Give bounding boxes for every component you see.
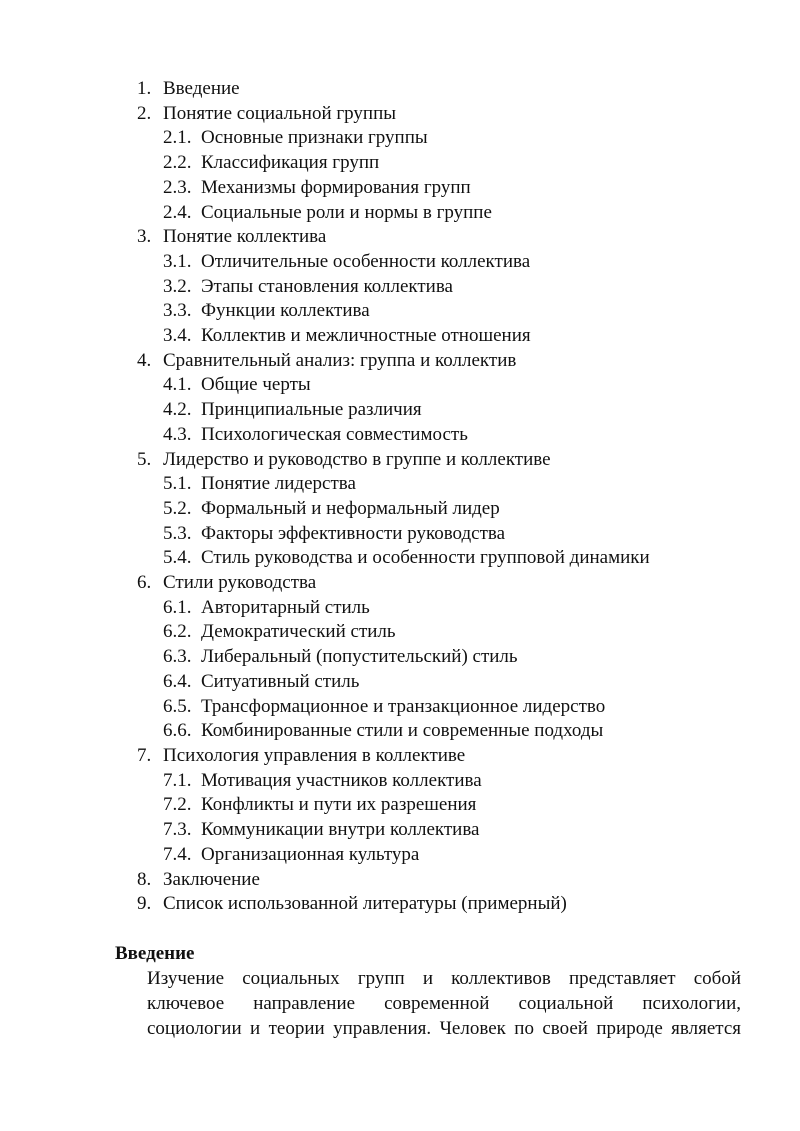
toc-item-number: 3.	[137, 226, 152, 248]
section-heading: Введение	[115, 943, 195, 964]
toc-item	[0, 398, 800, 423]
toc-item-title: Общие черты	[201, 374, 311, 396]
toc-item-number: 5.1.	[163, 473, 192, 495]
toc-item	[0, 497, 800, 522]
toc-item	[0, 448, 800, 473]
toc-item	[0, 719, 800, 744]
toc-item-number: 4.3.	[163, 423, 192, 445]
toc-item	[0, 546, 800, 571]
toc-item-title: Классификация групп	[201, 152, 380, 174]
toc-item-title: Коллектив и межличностные отношения	[201, 325, 531, 347]
toc-item	[0, 77, 800, 102]
toc-item-number: 3.4.	[163, 325, 192, 347]
toc-item-number: 7.3.	[163, 819, 192, 841]
toc-item-title: Список использованной литературы (примерный)	[163, 893, 567, 915]
toc-item	[0, 102, 800, 127]
toc-item-number: 5.3.	[163, 522, 192, 544]
toc-item-title: Формальный и неформальный лидер	[201, 497, 500, 519]
toc-item-title: Организационная культура	[201, 843, 420, 865]
toc-item-title: Демократический стиль	[201, 621, 396, 643]
toc-item-number: 6.6.	[163, 720, 192, 742]
toc-item-title: Основные признаки группы	[201, 127, 428, 149]
toc-item-title: Понятие лидерства	[201, 473, 356, 495]
toc-item-number: 6.1.	[163, 596, 192, 618]
toc-item	[0, 843, 800, 868]
toc-item	[0, 571, 800, 596]
toc-item-title: Понятие коллектива	[163, 226, 327, 248]
toc-item	[0, 645, 800, 670]
toc-item	[0, 349, 800, 374]
toc-item-number: 2.3.	[163, 176, 192, 198]
toc-item-title: Социальные роли и нормы в группе	[201, 201, 492, 223]
toc-item	[0, 373, 800, 398]
toc-item	[0, 868, 800, 893]
toc-item-number: 7.4.	[163, 843, 192, 865]
toc-item-number: 7.1.	[163, 769, 192, 791]
toc-item-title: Отличительные особенности коллектива	[201, 250, 531, 272]
toc-item-number: 9.	[137, 893, 152, 915]
toc-item	[0, 596, 800, 621]
toc-item	[0, 176, 800, 201]
toc-item-number: 2.2.	[163, 152, 192, 174]
toc-item-number: 6.4.	[163, 670, 192, 692]
toc-item-title: Комбинированные стили и современные подходы	[201, 720, 604, 742]
toc-item	[0, 423, 800, 448]
toc-item-title: Трансформационное и транзакционное лидерство	[201, 695, 606, 717]
intro-paragraph	[115, 966, 741, 1041]
toc-item-title: Сравнительный анализ: группа и коллектив	[163, 349, 517, 371]
toc-item-title: Психология управления в коллективе	[163, 744, 466, 766]
toc-item	[0, 151, 800, 176]
toc-item-number: 2.	[137, 102, 152, 124]
toc-item-number: 8.	[137, 868, 152, 890]
toc-item-number: 3.2.	[163, 275, 192, 297]
toc-item	[0, 793, 800, 818]
toc-item-number: 5.	[137, 448, 152, 470]
toc-item-number: 3.1.	[163, 250, 192, 272]
toc-item-number: 5.2.	[163, 497, 192, 519]
toc-item-number: 4.2.	[163, 399, 192, 421]
toc-item	[0, 892, 800, 917]
toc-item	[0, 126, 800, 151]
toc-item-number: 4.	[137, 349, 152, 371]
toc-item	[0, 695, 800, 720]
toc-item	[0, 324, 800, 349]
toc-item-title: Стиль руководства и особенности групповой динамики	[201, 547, 650, 569]
toc-item	[0, 225, 800, 250]
toc-item-title: Либеральный (попустительский) стиль	[201, 646, 518, 668]
toc-item	[0, 522, 800, 547]
paragraph-line: социологии и теории управления. Человек по своей природе является	[147, 1018, 741, 1039]
toc-item-title: Факторы эффективности руководства	[201, 522, 506, 544]
toc-item	[0, 275, 800, 300]
toc-item-title: Авторитарный стиль	[201, 596, 370, 618]
toc-item-title: Заключение	[163, 868, 260, 890]
toc-item-title: Конфликты и пути их разрешения	[201, 794, 477, 816]
toc-item-title: Лидерство и руководство в группе и коллективе	[163, 448, 551, 470]
toc-item	[0, 201, 800, 226]
toc-item-title: Ситуативный стиль	[201, 670, 360, 692]
toc-item-number: 4.1.	[163, 374, 192, 396]
toc-item-title: Этапы становления коллектива	[201, 275, 453, 297]
toc-item-title: Коммуникации внутри коллектива	[201, 819, 480, 841]
toc-item-number: 6.3.	[163, 646, 192, 668]
toc-item	[0, 620, 800, 645]
toc-item	[0, 670, 800, 695]
toc-item-number: 1.	[137, 78, 152, 99]
toc-item	[0, 472, 800, 497]
toc-item-number: 6.2.	[163, 621, 192, 643]
toc-item-title: Принципиальные различия	[201, 399, 422, 421]
toc-item-title: Психологическая совместимость	[201, 423, 468, 445]
toc-item-number: 5.4.	[163, 547, 192, 569]
toc-item	[0, 250, 800, 275]
toc-item-number: 7.	[137, 744, 152, 766]
toc-item-title: Функции коллектива	[201, 300, 370, 322]
paragraph-line: ключевое направление современной социальной психологии,	[147, 993, 741, 1014]
toc-item	[0, 744, 800, 769]
toc-item-number: 6.5.	[163, 695, 192, 717]
toc-item-title: Стили руководства	[163, 572, 317, 594]
table-of-contents	[0, 77, 800, 917]
intro-section	[115, 941, 741, 1041]
toc-item-title: Механизмы формирования групп	[201, 176, 471, 198]
toc-item-title: Понятие социальной группы	[163, 102, 397, 124]
toc-item-title: Введение	[163, 78, 240, 99]
toc-item-title: Мотивация участников коллектива	[201, 769, 482, 791]
toc-item	[0, 769, 800, 794]
toc-item-number: 2.1.	[163, 127, 192, 149]
paragraph-line: Изучение социальных групп и коллективов представляет собой	[147, 968, 741, 989]
toc-item-number: 2.4.	[163, 201, 192, 223]
toc-item-number: 7.2.	[163, 794, 192, 816]
toc-item	[0, 299, 800, 324]
toc-item-number: 3.3.	[163, 300, 192, 322]
toc-item-number: 6.	[137, 572, 152, 594]
toc-item	[0, 818, 800, 843]
